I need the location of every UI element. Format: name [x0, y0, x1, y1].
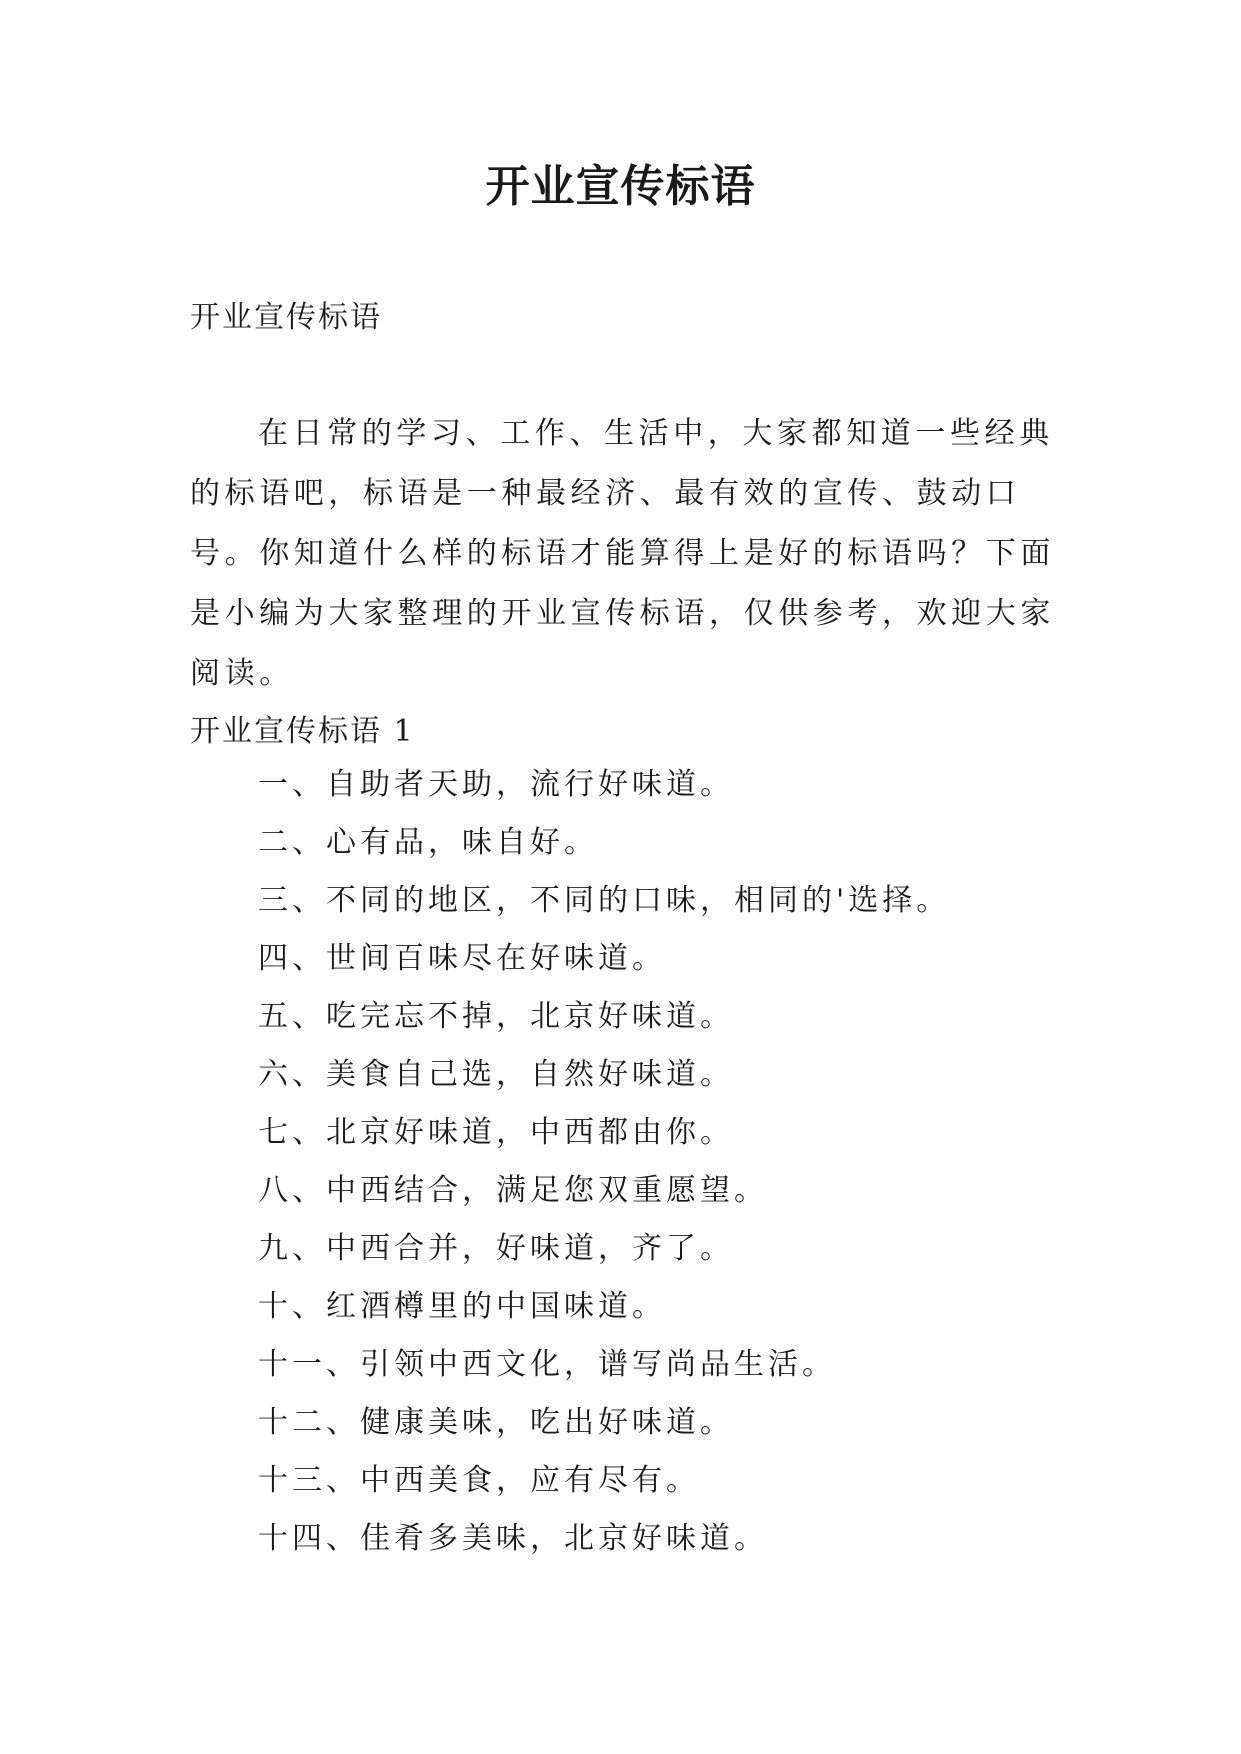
slogan-item: 十一、引领中西文化，谱写尚品生活。	[258, 1347, 836, 1382]
slogan-item: 十三、中西美食，应有尽有。	[258, 1463, 700, 1498]
slogan-item: 四、世间百味尽在好味道。	[258, 941, 666, 976]
section-heading: 开业宣传标语 1	[190, 714, 415, 749]
document-subtitle: 开业宣传标语	[190, 300, 382, 335]
slogan-item: 九、中西合并，好味道，齐了。	[258, 1231, 734, 1266]
slogan-item: 七、北京好味道，中西都由你。	[258, 1115, 734, 1150]
slogan-item: 三、不同的地区，不同的口味，相同的'选择。	[258, 883, 951, 918]
slogan-list	[258, 756, 950, 1568]
document-title: 开业宣传标语	[485, 161, 756, 212]
intro-paragraph: 在日常的学习、工作、生活中，大家都知道一些经典的标语吧，标语是一种最经济、最有效的宣传、鼓动口号。你知道什么样的标语才能算得上是好的标语吗？下面是小编为大家整理的开业宣传标语，仅供参考，欢迎大家阅读。	[190, 416, 1055, 691]
slogan-item: 二、心有品，味自好。	[258, 825, 598, 860]
slogan-item: 十、红酒樽里的中国味道。	[258, 1289, 666, 1324]
slogan-item: 八、中西结合，满足您双重愿望。	[258, 1173, 768, 1208]
slogan-item: 六、美食自己选，自然好味道。	[258, 1057, 734, 1092]
slogan-item: 十四、佳肴多美味，北京好味道。	[258, 1521, 768, 1556]
slogan-item: 一、自助者天助，流行好味道。	[258, 767, 734, 802]
slogan-item: 五、吃完忘不掉，北京好味道。	[258, 999, 734, 1034]
slogan-item: 十二、健康美味，吃出好味道。	[258, 1405, 734, 1440]
